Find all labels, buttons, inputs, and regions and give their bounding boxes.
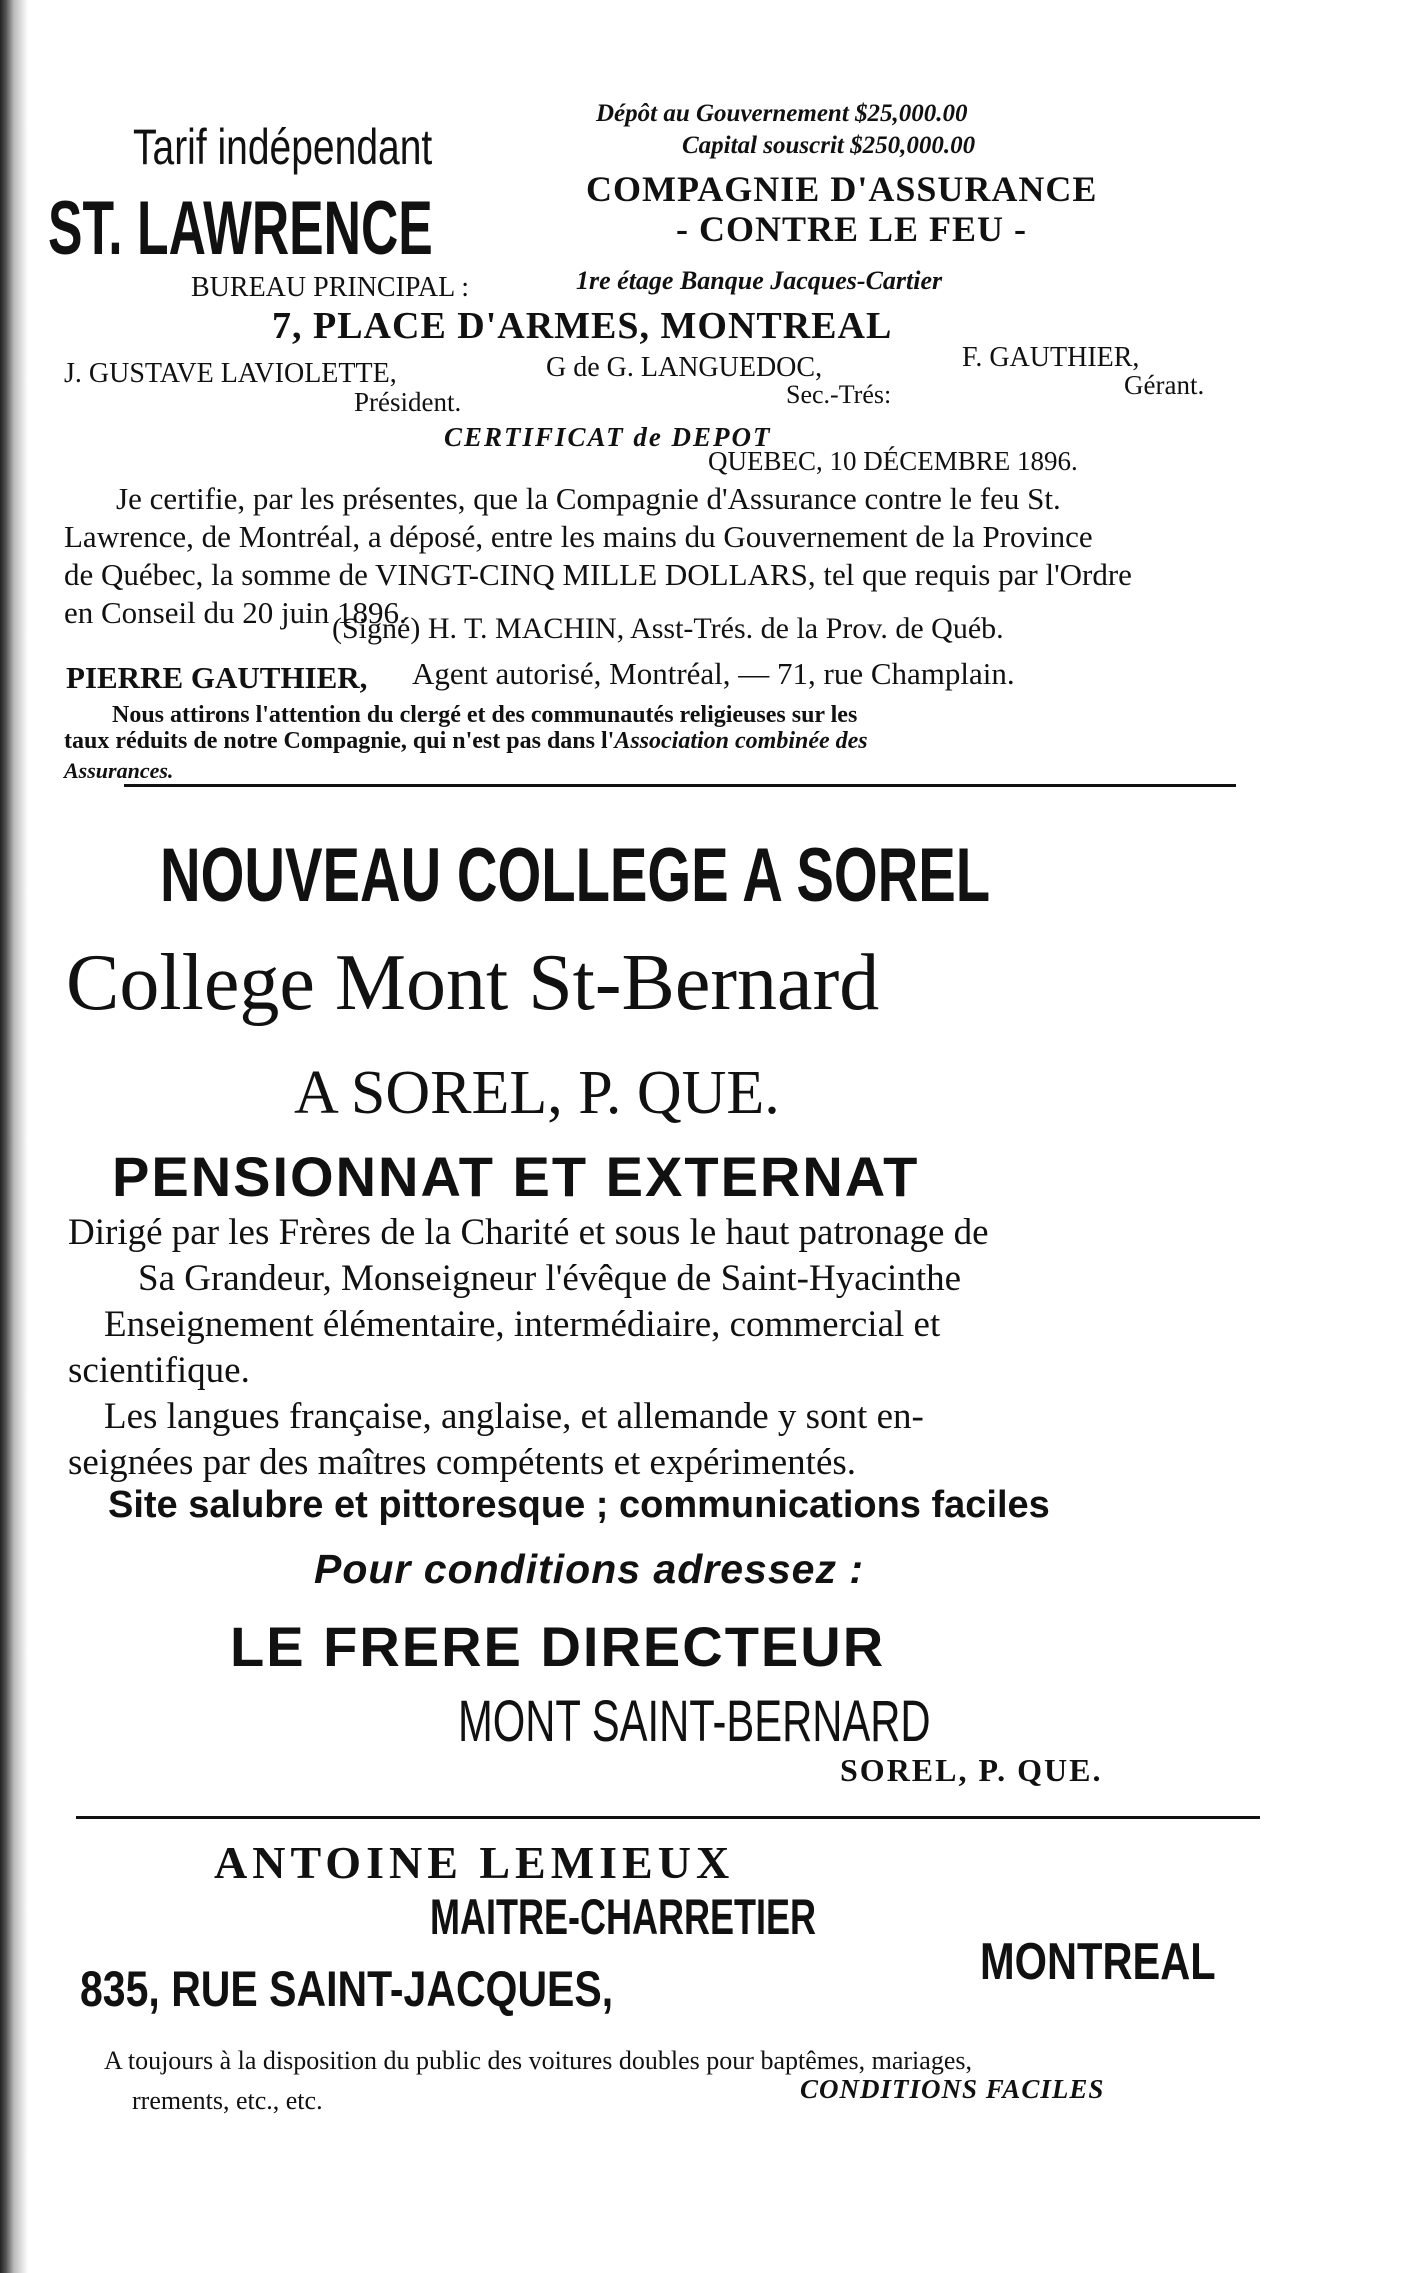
manager-name: F. GAUTHIER, bbox=[962, 342, 1140, 373]
certificate-line: Lawrence, de Montréal, a déposé, entre les mains du Gouvernement de la Province bbox=[64, 519, 1093, 554]
certificate-line: de Québec, la somme de VINGT-CINQ MILLE DOLLARS, tel que requis par l'Ordre bbox=[64, 557, 1132, 592]
college-headline: NOUVEAU COLLEGE A SOREL bbox=[160, 833, 991, 918]
college-body-line: Enseignement élémentaire, intermédiaire, commercial et bbox=[104, 1304, 941, 1345]
carrier-city: MONTREAL bbox=[980, 1933, 1216, 1991]
company-type-line-1: COMPAGNIE D'ASSURANCE bbox=[586, 169, 1098, 209]
carrier-notice-line-2: rrements, etc., etc. bbox=[132, 2086, 323, 2115]
signature-line: (Signé) H. T. MACHIN, Asst-Trés. de la Prov. de Québ. bbox=[332, 612, 1004, 645]
deposit-line: Dépôt au Gouvernement $25,000.00 bbox=[596, 100, 968, 127]
company-type-line-2: - CONTRE LE FEU - bbox=[676, 209, 1028, 249]
scanned-page-edge bbox=[0, 0, 28, 2273]
carrier-trade: MAITRE-CHARRETIER bbox=[430, 1889, 816, 1945]
contact-city: SOREL, P. QUE. bbox=[840, 1752, 1103, 1788]
office-location: 1re étage Banque Jacques-Cartier bbox=[576, 266, 943, 295]
college-body-line: seignées par des maîtres compétents et expérimentés. bbox=[68, 1442, 857, 1483]
certificate-text bbox=[64, 480, 1240, 632]
college-body-line: Sa Grandeur, Monseigneur l'évêque de Saint-Hyacinthe bbox=[138, 1258, 962, 1299]
conditions-prompt: Pour conditions adressez : bbox=[314, 1546, 864, 1592]
certificate-line: Je certifie, par les présentes, que la Compagnie d'Assurance contre le feu St. bbox=[116, 481, 1061, 516]
president-title: Président. bbox=[354, 387, 462, 417]
certificate-date: QUEBEC, 10 DÉCEMBRE 1896. bbox=[708, 446, 1078, 476]
carrier-terms: CONDITIONS FACILES bbox=[800, 2074, 1105, 2104]
manager-title: Gérant. bbox=[1124, 370, 1205, 400]
notice-line-2-text: taux réduits de notre Compagnie, qui n'est pas dans l' bbox=[64, 728, 615, 754]
notice-line-2 bbox=[64, 728, 868, 755]
certificate-title: CERTIFICAT de DEPOT bbox=[444, 422, 772, 452]
notice-association-name: Association combinée des bbox=[614, 728, 868, 754]
carrier-name: ANTOINE LEMIEUX bbox=[214, 1837, 735, 1888]
agent-name: PIERRE GAUTHIER, bbox=[66, 660, 368, 695]
agent-info: Agent autorisé, Montréal, — 71, rue Champlain. bbox=[412, 656, 1015, 691]
college-body-line: Les langues française, anglaise, et allemande y sont en- bbox=[104, 1396, 924, 1437]
notice-line-1: Nous attirons l'attention du clergé et des communautés religieuses sur les bbox=[112, 702, 858, 728]
section-divider bbox=[124, 784, 1236, 787]
contact-title: LE FRERE DIRECTEUR bbox=[230, 1615, 886, 1678]
college-site-line: Site salubre et pittoresque ; communications faciles bbox=[108, 1484, 1050, 1526]
college-body-line: scientifique. bbox=[68, 1350, 250, 1391]
college-body-text bbox=[68, 1210, 1236, 1486]
college-type: PENSIONNAT ET EXTERNAT bbox=[112, 1145, 920, 1208]
carrier-notice-line-1: A toujours à la disposition du public des voitures doubles pour baptêmes, mariages, bbox=[104, 2046, 972, 2075]
section-divider bbox=[76, 1816, 1260, 1819]
capital-line: Capital souscrit $250,000.00 bbox=[682, 132, 976, 159]
college-location: A SOREL, P. QUE. bbox=[294, 1059, 780, 1127]
college-name: College Mont St-Bernard bbox=[66, 939, 880, 1027]
contact-place: MONT SAINT-BERNARD bbox=[458, 1689, 931, 1754]
carrier-address: 835, RUE SAINT-JACQUES, bbox=[80, 1961, 614, 2017]
tarif-heading: Tarif indépendant bbox=[133, 119, 433, 175]
company-address: 7, PLACE D'ARMES, MONTREAL bbox=[272, 305, 893, 347]
president-name: J. GUSTAVE LAVIOLETTE, bbox=[64, 358, 397, 389]
office-label: BUREAU PRINCIPAL : bbox=[191, 272, 469, 303]
secretary-title: Sec.-Trés: bbox=[786, 380, 892, 409]
company-name: ST. LAWRENCE bbox=[48, 186, 433, 271]
notice-line-3: Assurances. bbox=[64, 758, 174, 783]
secretary-name: G de G. LANGUEDOC, bbox=[546, 352, 823, 383]
certificate-line: en Conseil du 20 juin 1896. bbox=[64, 595, 407, 630]
college-body-line: Dirigé par les Frères de la Charité et sous le haut patronage de bbox=[68, 1212, 989, 1253]
